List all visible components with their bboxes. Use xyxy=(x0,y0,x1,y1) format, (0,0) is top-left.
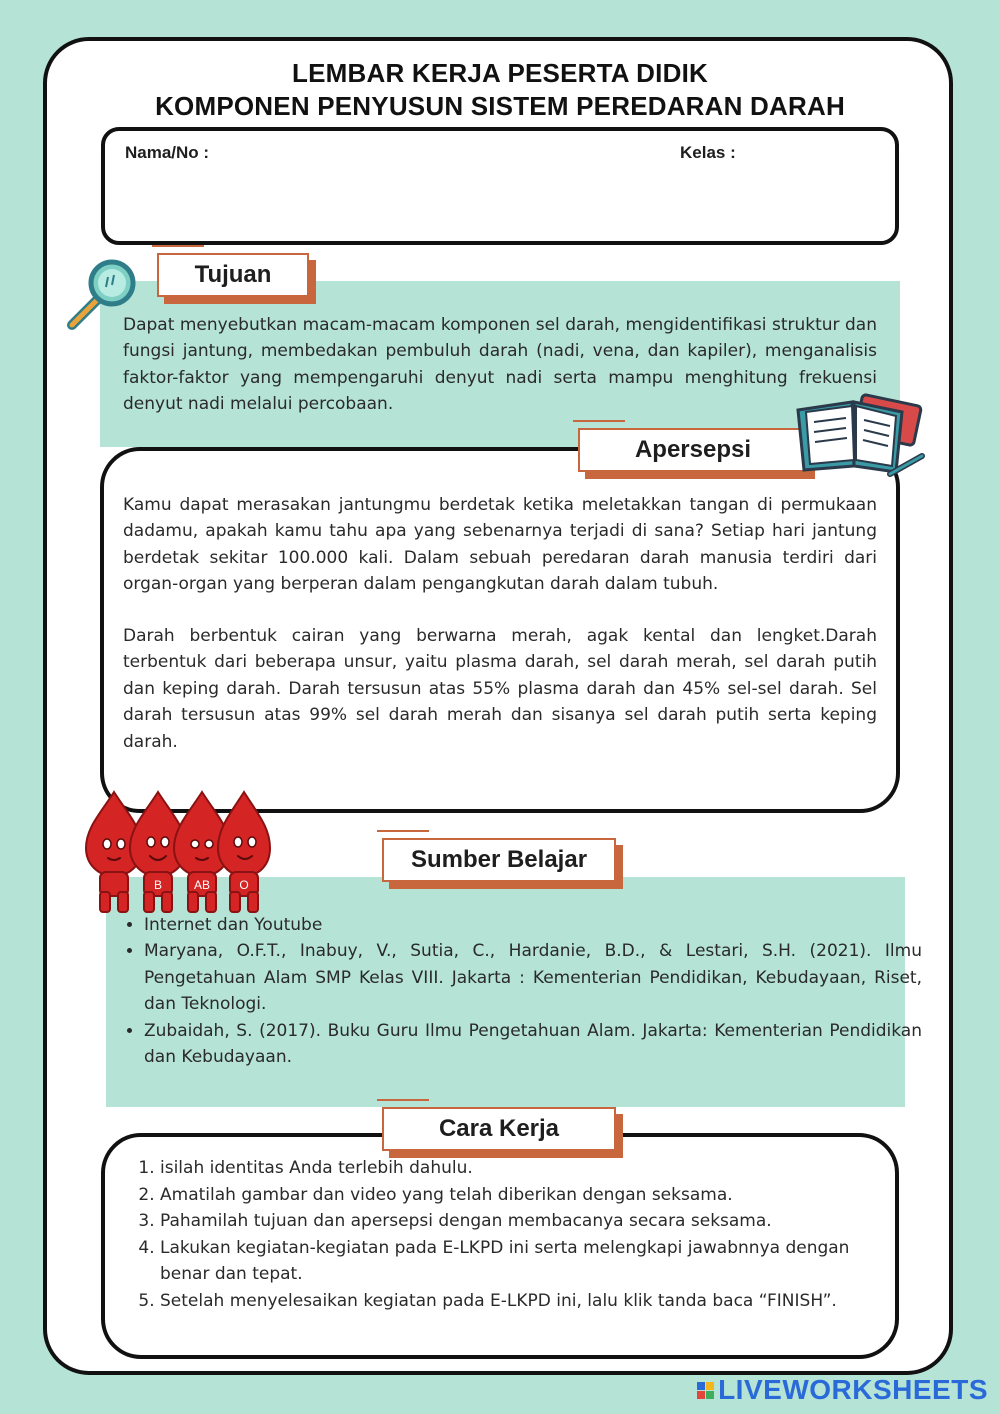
step-item: 5. Setelah menyelesaikan kegiatan pada E-LKPD ini, lalu klik tanda baca “FINISH”. xyxy=(160,1288,860,1315)
apersepsi-paragraph-1: Kamu dapat merasakan jantungmu berdetak ketika meletakkan tangan di permukaan dadamu, apakah kamu tahu apa yang sebenarnya terjadi di sana? Setiap hari jantung berdetak sekitar 100.000 kali. Dalam sebuah peredaran darah manusia terdiri dari organ-organ yang berperan dalam pengangkutan darah dalam tubuh. xyxy=(123,495,877,595)
tujuan-tag xyxy=(157,253,309,297)
cara-kerja-heading: Cara Kerja xyxy=(382,1107,616,1151)
apersepsi-tag xyxy=(578,428,808,472)
sumber-heading: Sumber Belajar xyxy=(382,838,616,882)
sumber-list xyxy=(122,912,922,1070)
sumber-item: • Maryana, O.F.T., Inabuy, V., Sutia, C., Hardanie, B.D., & Lestari, S.H. (2021). Ilmu Pengetahuan Alam SMP Kelas VIII. Jakarta : Kementerian Pendidikan, Kebudayaan, Riset, dan Teknologi. xyxy=(144,938,922,1017)
step-item: 1. isilah identitas Anda terlebih dahulu. xyxy=(160,1155,860,1182)
tujuan-text: Dapat menyebutkan macam-macam komponen sel darah, mengidentifikasi struktur dan fungsi jantung, membedakan pembuluh darah (nadi, vena, dan kapiler), menganalisis faktor-faktor yang mempengaruhi denyut nadi serta mampu menghitung frekuensi denyut nadi melalui percobaan. xyxy=(123,315,877,415)
liveworksheets-logo-icon xyxy=(697,1382,714,1399)
blood-drop-mascots-icon xyxy=(78,790,278,915)
identity-box[interactable] xyxy=(101,127,899,245)
mascot-label-b: B xyxy=(153,878,163,892)
step-item: 4. Lakukan kegiatan-kegiatan pada E-LKPD ini serta melengkapi jawabnnya dengan benar dan tepat. xyxy=(160,1235,860,1288)
watermark-text: LIVEWORKSHEETS xyxy=(718,1374,988,1405)
worksheet-title-line2: KOMPONEN PENYUSUN SISTEM PEREDARAN DARAH xyxy=(155,91,845,121)
apersepsi-heading: Apersepsi xyxy=(578,428,808,472)
sumber-tag xyxy=(382,838,616,882)
worksheet-title-line1: LEMBAR KERJA PESERTA DIDIK xyxy=(292,58,708,88)
step-item: 2. Amatilah gambar dan video yang telah diberikan dengan seksama. xyxy=(160,1182,860,1209)
sumber-item: • Internet dan Youtube xyxy=(144,912,922,938)
cara-kerja-list xyxy=(140,1155,860,1315)
apersepsi-paragraph-2: Darah berbentuk cairan yang berwarna merah, agak kental dan lengket.Darah terbentuk dari beberapa unsur, yaitu plasma darah, sel darah merah, sel darah putih dan keping darah. Darah tersusun atas 55% plasma darah dan 45% sel-sel darah. Sel darah tersusun atas 99% sel darah merah dan sisanya sel darah putih serta keping darah. xyxy=(123,626,877,752)
mascot-label-ab: AB xyxy=(193,878,211,892)
open-book-icon xyxy=(790,388,930,483)
sumber-item: • Zubaidah, S. (2017). Buku Guru Ilmu Pengetahuan Alam. Jakarta: Kementerian Pendidikan dan Kebudayaan. xyxy=(144,1018,922,1071)
cara-kerja-tag xyxy=(382,1107,616,1151)
class-label: Kelas : xyxy=(680,143,736,162)
mascot-label-o: O xyxy=(239,878,249,892)
name-label: Nama/No : xyxy=(125,143,210,162)
liveworksheets-watermark[interactable] xyxy=(697,1374,988,1406)
tujuan-heading: Tujuan xyxy=(157,253,309,297)
step-item: 3. Pahamilah tujuan dan apersepsi dengan membacanya secara seksama. xyxy=(160,1208,860,1235)
